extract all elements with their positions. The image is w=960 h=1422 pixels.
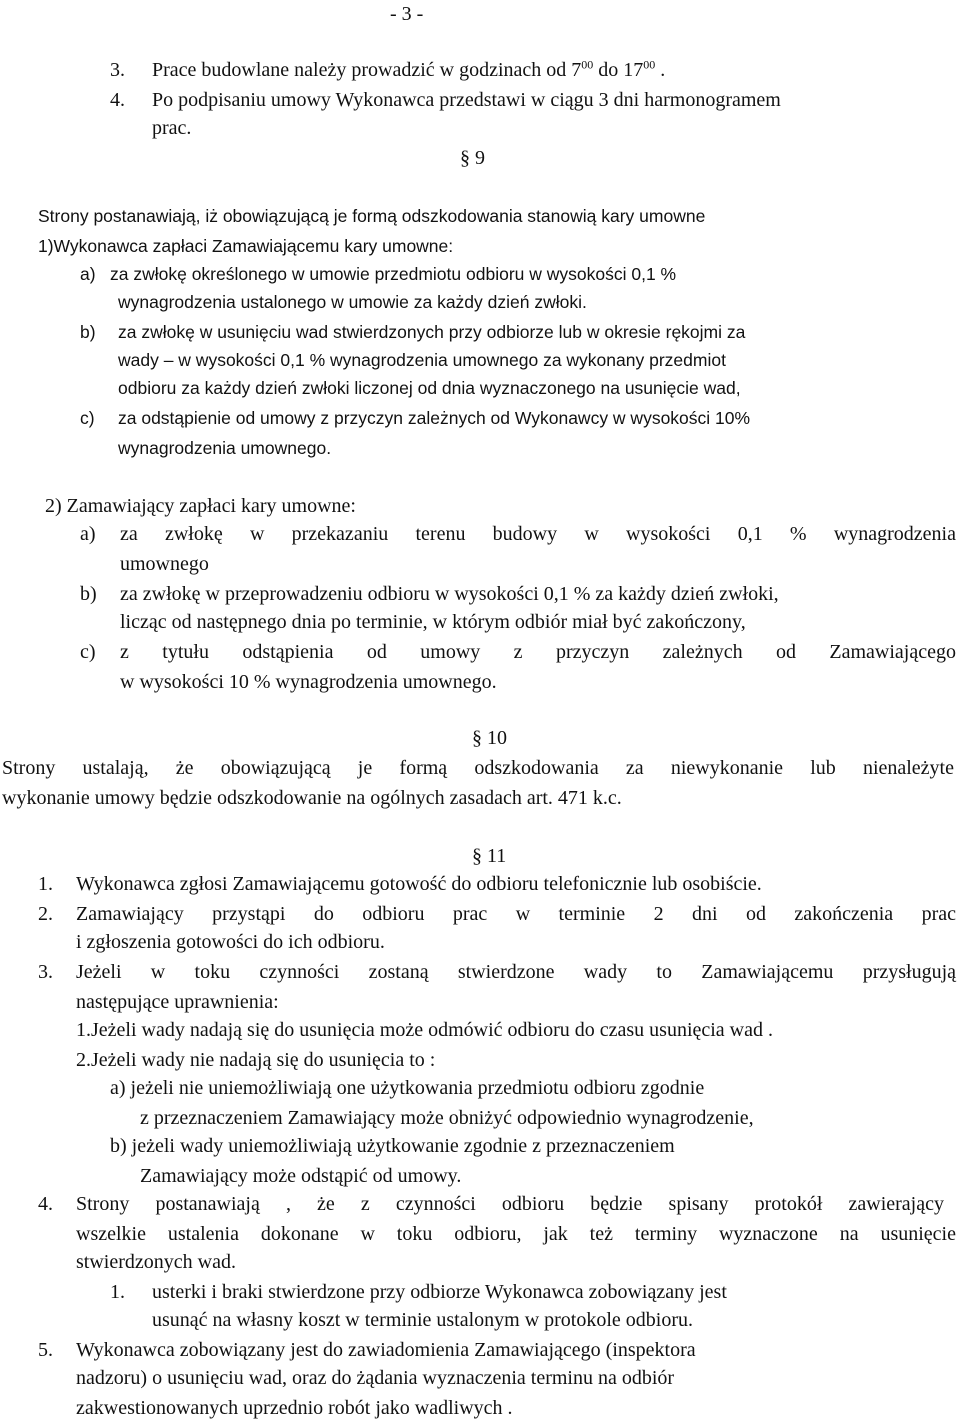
paragraph: Strony ustalają, że obowiązującą je formą odszkodowania za niewykonanie lub nienależyte (2, 757, 954, 779)
paragraph: Strony postanawiają, iż obowiązującą je formą odszkodowania stanowią kary umowne (38, 206, 706, 226)
list-item-text: i zgłoszenia gotowości do ich odbioru. (76, 931, 385, 953)
list-number: 1. (110, 1281, 125, 1303)
section-heading: § 10 (472, 727, 507, 749)
list-label: c) (80, 641, 96, 663)
list-item-text: za zwłokę w przekazaniu terenu budowy w wysokości 0,1 % wynagrodzenia (120, 523, 956, 545)
list-item-text: Prace budowlane należy prowadzić w godzinach od $7^{00}$ do $17^{00}$ . (152, 57, 666, 81)
paragraph: 2) Zamawiający zapłaci kary umowne: (45, 495, 356, 517)
list-item-text: usterki i braki stwierdzone przy odbiorze Wykonawca zobowiązany jest (152, 1281, 727, 1303)
list-item-text: 2.Jeżeli wady nie nadają się do usunięcia to : (76, 1049, 436, 1071)
list-label: a) (80, 523, 96, 545)
section-heading: § 11 (472, 845, 507, 867)
list-number: 2. (38, 903, 53, 925)
list-label: a) (80, 264, 96, 284)
list-item-text: wynagrodzenia umownego. (118, 438, 332, 458)
list-item-text: a) jeżeli nie uniemożliwiają one użytkowania przedmiotu odbioru zgodnie (110, 1077, 705, 1099)
list-item-text: prac. (152, 117, 192, 139)
list-item-text: usunąć na własny koszt w terminie ustalonym w protokole odbioru. (152, 1309, 694, 1331)
list-item-text: nadzoru) o usunięciu wad, oraz do żądania wyznaczenia terminu na odbiór (76, 1367, 675, 1389)
list-number: 4. (110, 89, 125, 111)
list-item-text: za zwłokę w usunięciu wad stwierdzonych przy odbiorze lub w okresie rękojmi za (118, 322, 746, 342)
list-item-text: Zamawiający przystąpi do odbioru prac w terminie 2 dni od zakończenia prac (76, 903, 956, 925)
list-item-text: następujące uprawnienia: (76, 991, 279, 1013)
list-label: c) (80, 408, 95, 428)
list-label: b) (80, 322, 96, 342)
list-item-text: umownego (120, 553, 209, 575)
list-item-text: wszelkie ustalenia dokonane w toku odbioru, jak też terminy wyznaczone na usunięcie (76, 1223, 956, 1245)
list-item-text: Strony postanawiają , że z czynności odbioru będzie spisany protokół zawierający (76, 1193, 944, 1215)
page-number: - 3 - (390, 3, 424, 25)
list-number: 5. (38, 1339, 53, 1361)
list-item-text: zakwestionowanych uprzednio robót jako wadliwych . (76, 1397, 513, 1419)
list-item-text: za odstąpienie od umowy z przyczyn zależnych od Wykonawcy w wysokości 10% (118, 408, 751, 428)
list-item-text: z przeznaczeniem Zamawiający może obniżyć odpowiednio wynagrodzenie, (140, 1107, 754, 1129)
list-number: 1. (38, 873, 53, 895)
list-item-text: za zwłokę określonego w umowie przedmiotu odbioru w wysokości 0,1 % (110, 264, 677, 284)
section-heading: § 9 (460, 147, 485, 169)
list-item-text: Jeżeli w toku czynności zostaną stwierdzone wady to Zamawiającemu przysługują (76, 961, 956, 983)
list-number: 4. (38, 1193, 53, 1215)
list-item-text: wynagrodzenia ustalonego w umowie za każdy dzień zwłoki. (118, 292, 587, 312)
list-item-text: Wykonawca zobowiązany jest do zawiadomienia Zamawiającego (inspektora (76, 1339, 696, 1361)
list-item-text: Wykonawca zgłosi Zamawiającemu gotowość do odbioru telefonicznie lub osobiście. (76, 873, 762, 895)
paragraph: 1)Wykonawca zapłaci Zamawiającemu kary umowne: (38, 236, 454, 256)
list-item-text: licząc od następnego dnia po terminie, w którym odbiór miał być zakończony, (120, 611, 746, 633)
list-item-text: odbioru za każdy dzień zwłoki liczonej od dnia wyznaczonego na usunięcie wad, (118, 378, 741, 398)
list-number: 3. (38, 961, 53, 983)
list-item-text: Zamawiający może odstąpić od umowy. (140, 1165, 462, 1187)
list-item-text: Po podpisaniu umowy Wykonawca przedstawi w ciągu 3 dni harmonogramem (152, 89, 781, 111)
list-label: b) (80, 583, 97, 605)
list-item-text: 1.Jeżeli wady nadają się do usunięcia może odmówić odbioru do czasu usunięcia wad . (76, 1019, 774, 1041)
list-item-text: z tytułu odstąpienia od umowy z przyczyn zależnych od Zamawiającego (120, 641, 956, 663)
list-item-text: za zwłokę w przeprowadzeniu odbioru w wysokości 0,1 % za każdy dzień zwłoki, (120, 583, 779, 605)
list-item-text: wady – w wysokości 0,1 % wynagrodzenia umownego za wykonany przedmiot (118, 350, 726, 370)
list-number: 3. (110, 59, 125, 81)
list-item-text: w wysokości 10 % wynagrodzenia umownego. (120, 671, 497, 693)
paragraph: wykonanie umowy będzie odszkodowanie na ogólnych zasadach art. 471 k.c. (2, 787, 622, 809)
list-item-text: b) jeżeli wady uniemożliwiają użytkowanie zgodnie z przeznaczeniem (110, 1135, 675, 1157)
list-item-text: stwierdzonych wad. (76, 1251, 236, 1273)
